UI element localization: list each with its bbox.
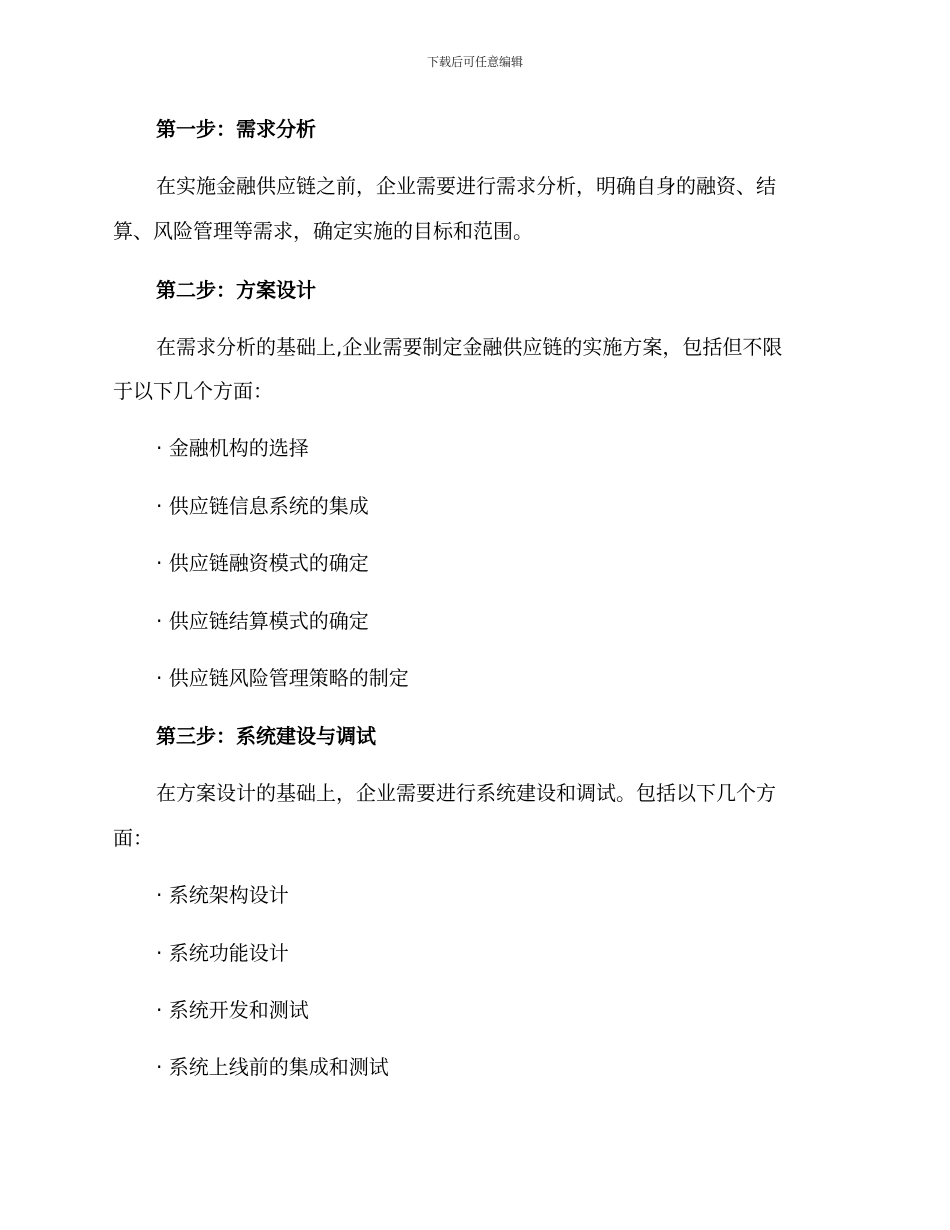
page-header: 下载后可任意编辑 (426, 55, 523, 69)
step3-list-item: · 系统上线前的集成和测试 (156, 1055, 389, 1079)
step3-list-item: · 系统功能设计 (156, 941, 289, 965)
step2-list-item: · 供应链风险管理策略的制定 (156, 666, 409, 690)
step3-paragraph-line2: 面： (113, 826, 153, 850)
step2-heading: 第二步：方案设计 (156, 278, 316, 302)
step3-heading: 第三步：系统建设与调试 (156, 724, 376, 748)
step2-paragraph-line1: 在需求分析的基础上,企业需要制定金融供应链的实施方案，包括但不限 (156, 335, 783, 359)
step1-paragraph-line2: 算、风险管理等需求，确定实施的目标和范围。 (113, 219, 533, 243)
step2-paragraph-line2: 于以下几个方面： (113, 379, 273, 403)
step2-list-item: · 供应链信息系统的集成 (156, 494, 369, 518)
step3-list-item: · 系统架构设计 (156, 883, 289, 907)
step1-paragraph-line1: 在实施金融供应链之前，企业需要进行需求分析，明确自身的融资、结 (156, 174, 776, 198)
step3-list-item: · 系统开发和测试 (156, 998, 309, 1022)
step1-heading: 第一步：需求分析 (156, 117, 316, 141)
step3-paragraph-line1: 在方案设计的基础上，企业需要进行系统建设和调试。包括以下几个方 (156, 781, 776, 805)
step2-list-item: · 金融机构的选择 (156, 436, 309, 460)
step2-list-item: · 供应链结算模式的确定 (156, 609, 369, 633)
step2-list-item: · 供应链融资模式的确定 (156, 551, 369, 575)
